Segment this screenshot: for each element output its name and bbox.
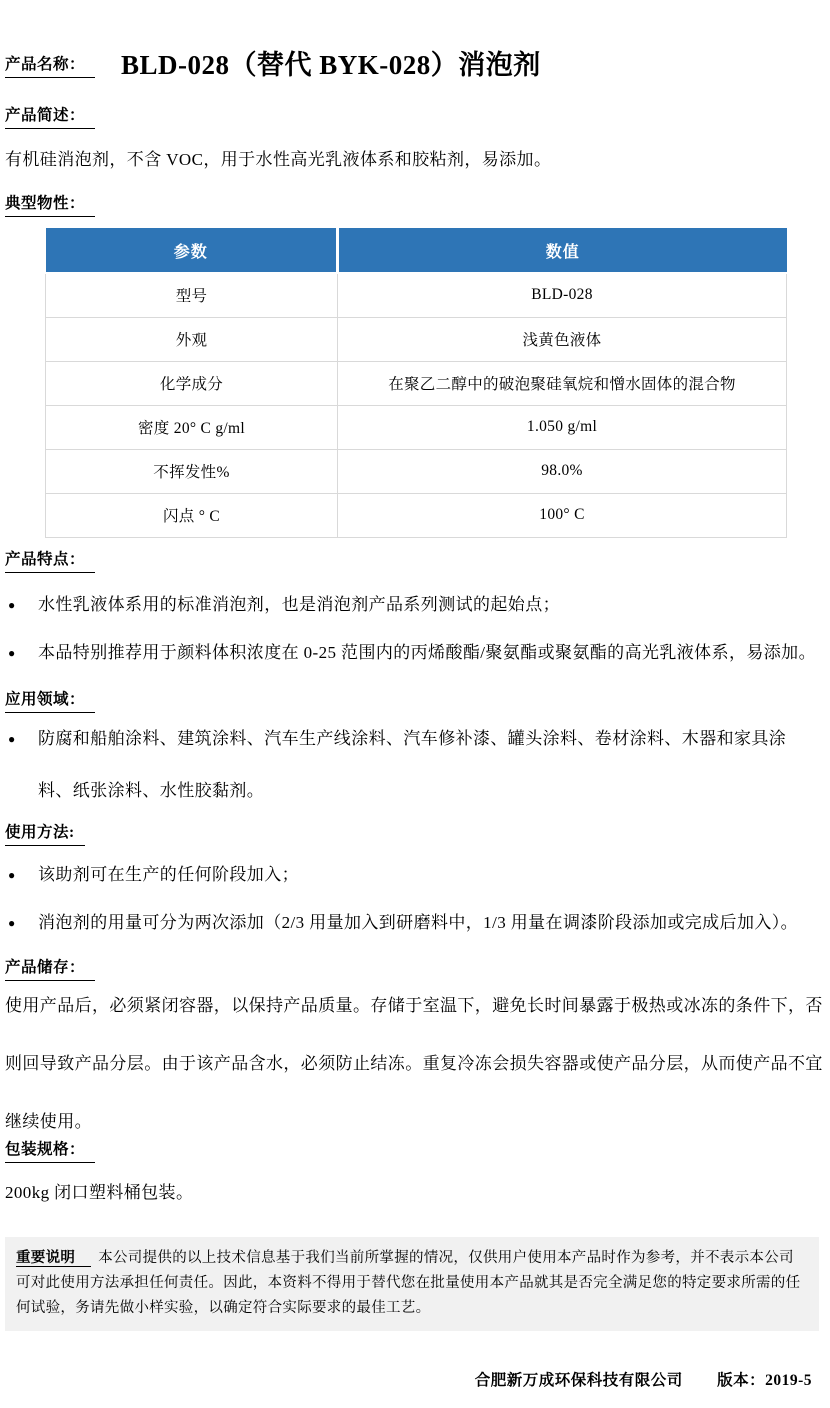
footer-version: 版本：2019-5 <box>717 1372 812 1389</box>
section-heading-label: 产品储存： <box>5 955 95 981</box>
table-cell-parameter: 闪点 ° C <box>46 493 338 537</box>
section-heading-label: 应用领域： <box>5 687 95 713</box>
table-header-row <box>46 228 787 273</box>
table-header-cell-value: 数值 <box>338 228 787 273</box>
bullet-icon: ● <box>8 868 16 882</box>
document-footer <box>0 1368 830 1390</box>
table-row <box>46 361 787 405</box>
table-row <box>46 317 787 361</box>
table-row <box>46 405 787 449</box>
feature-item <box>8 590 826 620</box>
section-heading-features <box>5 547 95 573</box>
brief-paragraph: 有机硅消泡剂，不含 VOC，用于水性高光乳液体系和胶粘剂，易添加。 <box>5 150 552 169</box>
bullet-icon: ● <box>8 732 16 746</box>
feature-text: 本品特别推荐用于颜料体积浓度在 0-25 范围内的丙烯酸酯/聚氨酯或聚氨酯的高光乳液体系，易添加。 <box>38 643 816 662</box>
important-notice-box <box>5 1237 819 1331</box>
usage-text: 消泡剂的用量可分为两次添加（2/3 用量加入到研磨料中，1/3 用量在调漆阶段添加或完成后加入）。 <box>38 913 799 932</box>
usage-item <box>8 908 826 938</box>
section-heading-properties <box>5 191 95 217</box>
table-row <box>46 493 787 537</box>
properties-table <box>45 228 787 538</box>
section-heading-label: 产品简述： <box>5 103 95 129</box>
footer-company: 合肥新万成环保科技有限公司 <box>474 1372 683 1389</box>
section-heading-label: 使用方法: <box>5 820 85 846</box>
section-heading-label: 典型物性： <box>5 191 95 217</box>
bullet-icon: ● <box>8 916 16 930</box>
document-header <box>5 50 541 81</box>
table-cell-parameter: 型号 <box>46 273 338 317</box>
notice-label: 重要说明 <box>16 1250 91 1267</box>
usage-text: 该助剂可在生产的任何阶段加入； <box>38 865 299 884</box>
notice-text: 本公司提供的以上技术信息基于我们当前所掌握的情况，仅供用户使用本产品时作为参考，并不表示本公司可对此使用方法承担任何责任。因此，本资料不得用于替代您在批量使用本产品就其是否完全满足您的特定要求所需的任何试验，务请先做小样实验，以确定符合实际要求的最佳工艺。 <box>16 1250 801 1316</box>
feature-item <box>8 638 826 668</box>
table-cell-value: BLD-028 <box>338 273 787 317</box>
table-row <box>46 449 787 493</box>
section-heading-label: 产品特点： <box>5 547 95 573</box>
packaging-paragraph: 200kg 闭口塑料桶包装。 <box>5 1183 194 1202</box>
table-cell-parameter: 外观 <box>46 317 338 361</box>
table-cell-value: 1.050 g/ml <box>338 405 787 449</box>
section-heading-packaging <box>5 1137 95 1163</box>
bullet-icon: ● <box>8 598 16 612</box>
table-cell-value: 浅黄色液体 <box>338 317 787 361</box>
table-cell-value: 98.0% <box>338 449 787 493</box>
section-heading-label: 包装规格： <box>5 1137 95 1163</box>
page-title: BLD-028（替代 BYK-028）消泡剂 <box>121 50 541 80</box>
table-cell-value: 在聚乙二醇中的破泡聚硅氧烷和憎水固体的混合物 <box>338 361 787 405</box>
product-name-label: 产品名称： <box>5 52 95 78</box>
storage-paragraph: 使用产品后，必须紧闭容器，以保持产品质量。存储于室温下，避免长时间暴露于极热或冰冻的条件下，否则回导致产品分层。由于该产品含水，必须防止结冻。重复冷冻会损失容器或使产品分层，从而使产品不宜继续使用。 <box>5 996 823 1131</box>
table-header-cell-parameter: 参数 <box>46 228 338 273</box>
section-heading-usage <box>5 820 85 846</box>
usage-item <box>8 860 826 890</box>
application-item <box>8 713 798 817</box>
table-cell-parameter: 化学成分 <box>46 361 338 405</box>
table-cell-parameter: 不挥发性% <box>46 449 338 493</box>
bullet-icon: ● <box>8 646 16 660</box>
table-cell-parameter: 密度 20° C g/ml <box>46 405 338 449</box>
table-cell-value: 100° C <box>338 493 787 537</box>
table-row <box>46 273 787 317</box>
section-heading-applications <box>5 687 95 713</box>
feature-text: 水性乳液体系用的标准消泡剂，也是消泡剂产品系列测试的起始点； <box>38 595 560 614</box>
section-heading-brief <box>5 103 95 129</box>
application-text: 防腐和船舶涂料、建筑涂料、汽车生产线涂料、汽车修补漆、罐头涂料、卷材涂料、木器和家具涂料、纸张涂料、水性胶黏剂。 <box>38 729 787 800</box>
